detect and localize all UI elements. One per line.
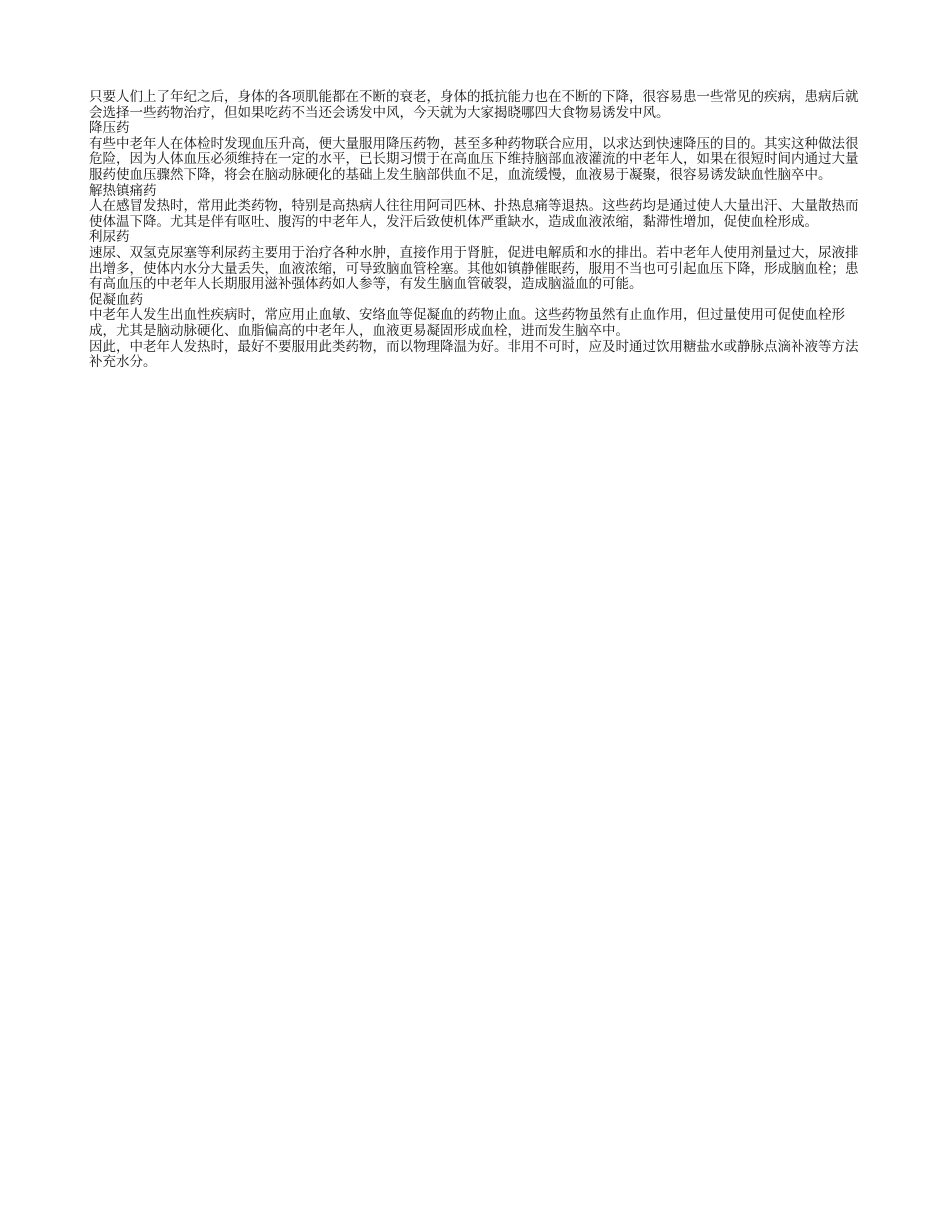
article-body (89, 90, 861, 371)
section-heading-antihypertensive: 降压药 (89, 120, 130, 137)
section-paragraph: 有些中老年人在体检时发现血压升高，便大量服用降压药物，甚至多种药物联合应用，以求达到快速降压的目的。其实这种做法很危险，因为人体血压必须维持在一定的水平，已长期习惯于在高血压下维持脑部血液灌流的中老年人，如果在很短时间内通过大量服药使血压骤然下降，将会在脑动脉硬化的基础上发生脑部供血不足，血流缓慢，血液易于凝聚，很容易诱发缺血性脑卒中。 (89, 135, 859, 183)
section-paragraph: 中老年人发生出血性疾病时，常应用止血敏、安络血等促凝血的药物止血。这些药物虽然有止血作用，但过量使用可促使血栓形成，尤其是脑动脉硬化、血脂偏高的中老年人，血液更易凝固形成血栓，进而发生脑卒中。 (89, 307, 845, 339)
section-heading-diuretic: 利尿药 (89, 229, 130, 246)
section-paragraph: 人在感冒发热时，常用此类药物，特别是高热病人往往用阿司匹林、扑热息痛等退热。这些药均是通过使人大量出汗、大量散热而使体温下降。尤其是伴有呕吐、腹泻的中老年人，发汗后致使机体严重缺水，造成血液浓缩，黏滞性增加，促使血栓形成。 (89, 198, 859, 230)
section-paragraph: 速尿、双氢克尿塞等利尿药主要用于治疗各种水肿，直接作用于肾脏，促进电解质和水的排出。若中老年人使用剂量过大，尿液排出增多，使体内水分大量丢失，血液浓缩，可导致脑血管栓塞。其他如镇静催眠药，服用不当也可引起血压下降，形成脑血栓；患有高血压的中老年人长期服用滋补强体药如人参等，有发生脑血管破裂，造成脑溢血的可能。 (89, 244, 859, 293)
section-heading-procoagulant: 促凝血药 (89, 291, 143, 308)
section-heading-antipyretic: 解热镇痛药 (89, 182, 157, 199)
conclusion-paragraph: 因此，中老年人发热时，最好不要服用此类药物，而以物理降温为好。非用不可时，应及时通过饮用糖盐水或静脉点滴补液等方法补充水分。 (89, 338, 859, 371)
intro-paragraph: 只要人们上了年纪之后，身体的各项肌能都在不断的衰老，身体的抵抗能力也在不断的下降，很容易患一些常见的疾病，患病后就会选择一些药物治疗，但如果吃药不当还会诱发中风，今天就为大家揭晓哪四大食物易诱发中风。 (89, 89, 859, 121)
